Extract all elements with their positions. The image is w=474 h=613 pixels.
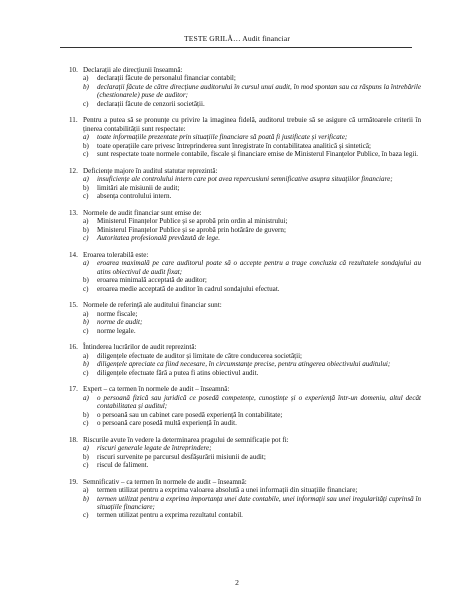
question-item bbox=[69, 385, 421, 427]
option-letter: c) bbox=[83, 326, 89, 335]
answer-option bbox=[69, 276, 421, 284]
option-text: norme fiscale; bbox=[97, 309, 138, 318]
option-letter: b) bbox=[83, 452, 89, 461]
question-text: Declarații ale direcțiunii înseamnă: bbox=[83, 66, 183, 74]
question-title bbox=[69, 301, 421, 309]
answer-option bbox=[69, 192, 421, 200]
answer-option bbox=[69, 133, 421, 141]
question-text: Normele de audit financiar sunt emise de: bbox=[83, 208, 202, 217]
option-letter: b) bbox=[83, 183, 89, 192]
question-number: 13. bbox=[69, 208, 78, 217]
option-text: declarații făcute de cenzorii societății. bbox=[97, 99, 205, 108]
answer-option bbox=[69, 327, 421, 335]
question-title bbox=[69, 385, 421, 393]
option-letter: c) bbox=[83, 99, 89, 108]
option-text: diligențele efectuate de auditor și limitate de către conducerea societății; bbox=[97, 351, 303, 360]
option-letter: b) bbox=[83, 276, 89, 285]
question-text: Deficiențe majore în auditul statutar reprezintă: bbox=[83, 166, 218, 175]
answer-option bbox=[69, 394, 421, 411]
question-text: Riscurile avute în vedere la determinarea pragului de semnificație pot fi: bbox=[83, 435, 289, 444]
question-text: Întinderea lucrărilor de audit reprezintă: bbox=[83, 343, 197, 352]
option-text: limitări ale misiunii de audit; bbox=[97, 183, 180, 192]
question-item bbox=[69, 251, 421, 293]
option-letter: b) bbox=[83, 225, 89, 234]
answer-option bbox=[69, 352, 421, 360]
option-letter: c) bbox=[83, 284, 89, 293]
option-text: Autoritatea profesională prevăzută de lege. bbox=[97, 234, 221, 243]
answer-option bbox=[69, 150, 421, 158]
question-number: 14. bbox=[69, 250, 78, 259]
question-item bbox=[69, 209, 421, 243]
question-number: 15. bbox=[69, 301, 78, 310]
option-text: toate operațiile care privesc întreprinderea sunt înregistrate în contabilitatea analitică și sintetică; bbox=[97, 141, 371, 150]
option-text: Ministerul Finanțelor Publice și se aprobă prin hotărâre de guvern; bbox=[97, 225, 286, 234]
option-text: diligențele apreciate ca fiind necesare, în circumstanțe precise, pentru atingerea obiectivului auditului; bbox=[97, 360, 391, 369]
option-letter: b) bbox=[83, 141, 89, 150]
answer-option bbox=[69, 234, 421, 242]
header-rule bbox=[60, 47, 412, 48]
option-letter: c) bbox=[83, 192, 89, 201]
answer-option bbox=[69, 226, 421, 234]
option-text: insuficiențe ale controlului intern care pot avea repercusiuni semnificative asupra situațiilor financiare; bbox=[97, 175, 393, 184]
option-letter: c) bbox=[83, 418, 89, 427]
option-text: declarații făcute de personalul financiar contabil; bbox=[97, 74, 236, 83]
question-item bbox=[69, 436, 421, 470]
answer-option bbox=[69, 486, 421, 494]
question-text: Pentru a putea să se pronunțe cu privire la imaginea fidelă, auditorul trebuie să se asigure că următoarele criterii în ținerea contabilității sunt respectate: bbox=[83, 116, 421, 133]
option-text: eroarea maximală pe care auditorul poate să o accepte pentru a trage concluzia că rezultatele sondajului au atins obiectivul de audit fixat; bbox=[97, 259, 421, 276]
option-letter: a) bbox=[83, 259, 89, 268]
option-letter: b) bbox=[83, 318, 89, 327]
option-letter: b) bbox=[83, 360, 89, 369]
answer-option bbox=[69, 453, 421, 461]
answer-option bbox=[69, 74, 421, 82]
question-title bbox=[69, 66, 421, 74]
question-title bbox=[69, 209, 421, 217]
question-item bbox=[69, 66, 421, 108]
option-letter: a) bbox=[83, 217, 89, 226]
option-text: toate informațiile prezentate prin situațiile financiare să poată fi justificate și verificate; bbox=[97, 133, 348, 142]
answer-option bbox=[69, 444, 421, 452]
option-text: riscul de faliment. bbox=[97, 460, 149, 469]
answer-option bbox=[69, 285, 421, 293]
question-number: 18. bbox=[69, 435, 78, 444]
answer-option bbox=[69, 411, 421, 419]
option-letter: c) bbox=[83, 511, 89, 520]
option-text: Ministerul Finanțelor Publice și se aprobă prin ordin al ministrului; bbox=[97, 217, 288, 226]
answer-option bbox=[69, 217, 421, 225]
question-number: 12. bbox=[69, 166, 78, 175]
option-text: eroarea minimală acceptată de auditor; bbox=[97, 276, 207, 285]
page-header: TESTE GRILĂ… Audit financiar bbox=[184, 34, 290, 43]
answer-option bbox=[69, 142, 421, 150]
answer-option bbox=[69, 369, 421, 377]
answer-option bbox=[69, 184, 421, 192]
option-letter: c) bbox=[83, 150, 89, 159]
option-letter: a) bbox=[83, 74, 89, 83]
option-text: eroarea medie acceptată de auditor în cadrul sondajului efectuat. bbox=[97, 284, 280, 293]
answer-option bbox=[69, 511, 421, 519]
option-text: o persoană sau un cabinet care posedă experiență în contabilitate; bbox=[97, 410, 283, 419]
option-text: o persoană care posedă multă experiență în audit. bbox=[97, 418, 237, 427]
question-item bbox=[69, 478, 421, 520]
option-letter: a) bbox=[83, 351, 89, 360]
option-letter: a) bbox=[83, 486, 89, 495]
option-text: norme legale. bbox=[97, 326, 136, 335]
answer-option bbox=[69, 310, 421, 318]
option-letter: a) bbox=[83, 444, 89, 453]
option-letter: b) bbox=[83, 494, 89, 503]
option-text: sunt respectate toate normele contabile, fiscale și financiare emise de Ministerul Finanțelor Publice, în baza legii. bbox=[97, 150, 419, 159]
question-title bbox=[69, 167, 421, 175]
page-number: 2 bbox=[235, 578, 239, 587]
question-number: 10. bbox=[69, 66, 78, 74]
question-number: 17. bbox=[69, 385, 78, 394]
option-letter: c) bbox=[83, 460, 89, 469]
question-number: 16. bbox=[69, 343, 78, 352]
option-text: o persoană fizică sau juridică ce posedă competențe, cunoștințe și o experiență într-un domeniu, altul decât contabilitatea și auditul; bbox=[97, 393, 421, 411]
answer-option bbox=[69, 318, 421, 326]
question-title bbox=[69, 478, 421, 486]
option-text: termen utilizat pentru a exprima importanța unei date contabile, unei informații sau unei iregularități cuprinsă în situațiile financiare; bbox=[97, 494, 421, 511]
option-text: absența controlului intern. bbox=[97, 192, 172, 201]
question-title bbox=[69, 436, 421, 444]
option-text: termen utilizat pentru a exprima valoarea absolută a unei informații din situațiile financiare; bbox=[97, 486, 358, 495]
option-letter: b) bbox=[83, 410, 89, 419]
option-text: diligențele efectuate fără a putea fi atins obiectivul audit. bbox=[97, 368, 259, 377]
option-letter: a) bbox=[83, 175, 89, 184]
option-letter: a) bbox=[83, 133, 89, 142]
question-item bbox=[69, 116, 421, 158]
answer-option bbox=[69, 83, 421, 100]
option-text: termen utilizat pentru a exprima rezultatul contabil. bbox=[97, 511, 243, 520]
answer-option bbox=[69, 360, 421, 368]
questions-list bbox=[69, 66, 421, 528]
question-number: 11. bbox=[69, 116, 78, 125]
question-title bbox=[69, 116, 421, 133]
option-text: norme de audit; bbox=[97, 318, 143, 327]
question-title bbox=[69, 251, 421, 259]
question-text: Normele de referință ale auditului financiar sunt: bbox=[83, 301, 222, 310]
option-text: riscuri generale legate de întreprindere; bbox=[97, 444, 212, 453]
option-letter: c) bbox=[83, 234, 89, 243]
question-text: Semnificativ – ca termen în normele de audit – înseamnă: bbox=[83, 477, 247, 486]
answer-option bbox=[69, 495, 421, 512]
answer-option bbox=[69, 100, 421, 108]
question-text: Eroarea tolerabilă este: bbox=[83, 250, 149, 259]
answer-option bbox=[69, 419, 421, 427]
answer-option bbox=[69, 259, 421, 276]
question-item bbox=[69, 167, 421, 201]
option-letter: a) bbox=[83, 309, 89, 318]
option-text: declarații făcute de către direcțiune auditorului în cursul unui audit, în mod spontan sau ca răspuns la întrebările (chestionarele) puse de auditor; bbox=[97, 82, 421, 100]
option-text: riscuri survenite pe parcursul desfășurării misiunii de audit; bbox=[97, 452, 266, 461]
option-letter: a) bbox=[83, 393, 89, 402]
question-text: Expert – ca termen în normele de audit – înseamnă: bbox=[83, 385, 230, 394]
answer-option bbox=[69, 175, 421, 183]
question-item bbox=[69, 301, 421, 335]
option-letter: b) bbox=[83, 82, 89, 91]
answer-option bbox=[69, 461, 421, 469]
option-letter: c) bbox=[83, 368, 89, 377]
question-number: 19. bbox=[69, 477, 78, 486]
question-title bbox=[69, 343, 421, 351]
question-item bbox=[69, 343, 421, 377]
